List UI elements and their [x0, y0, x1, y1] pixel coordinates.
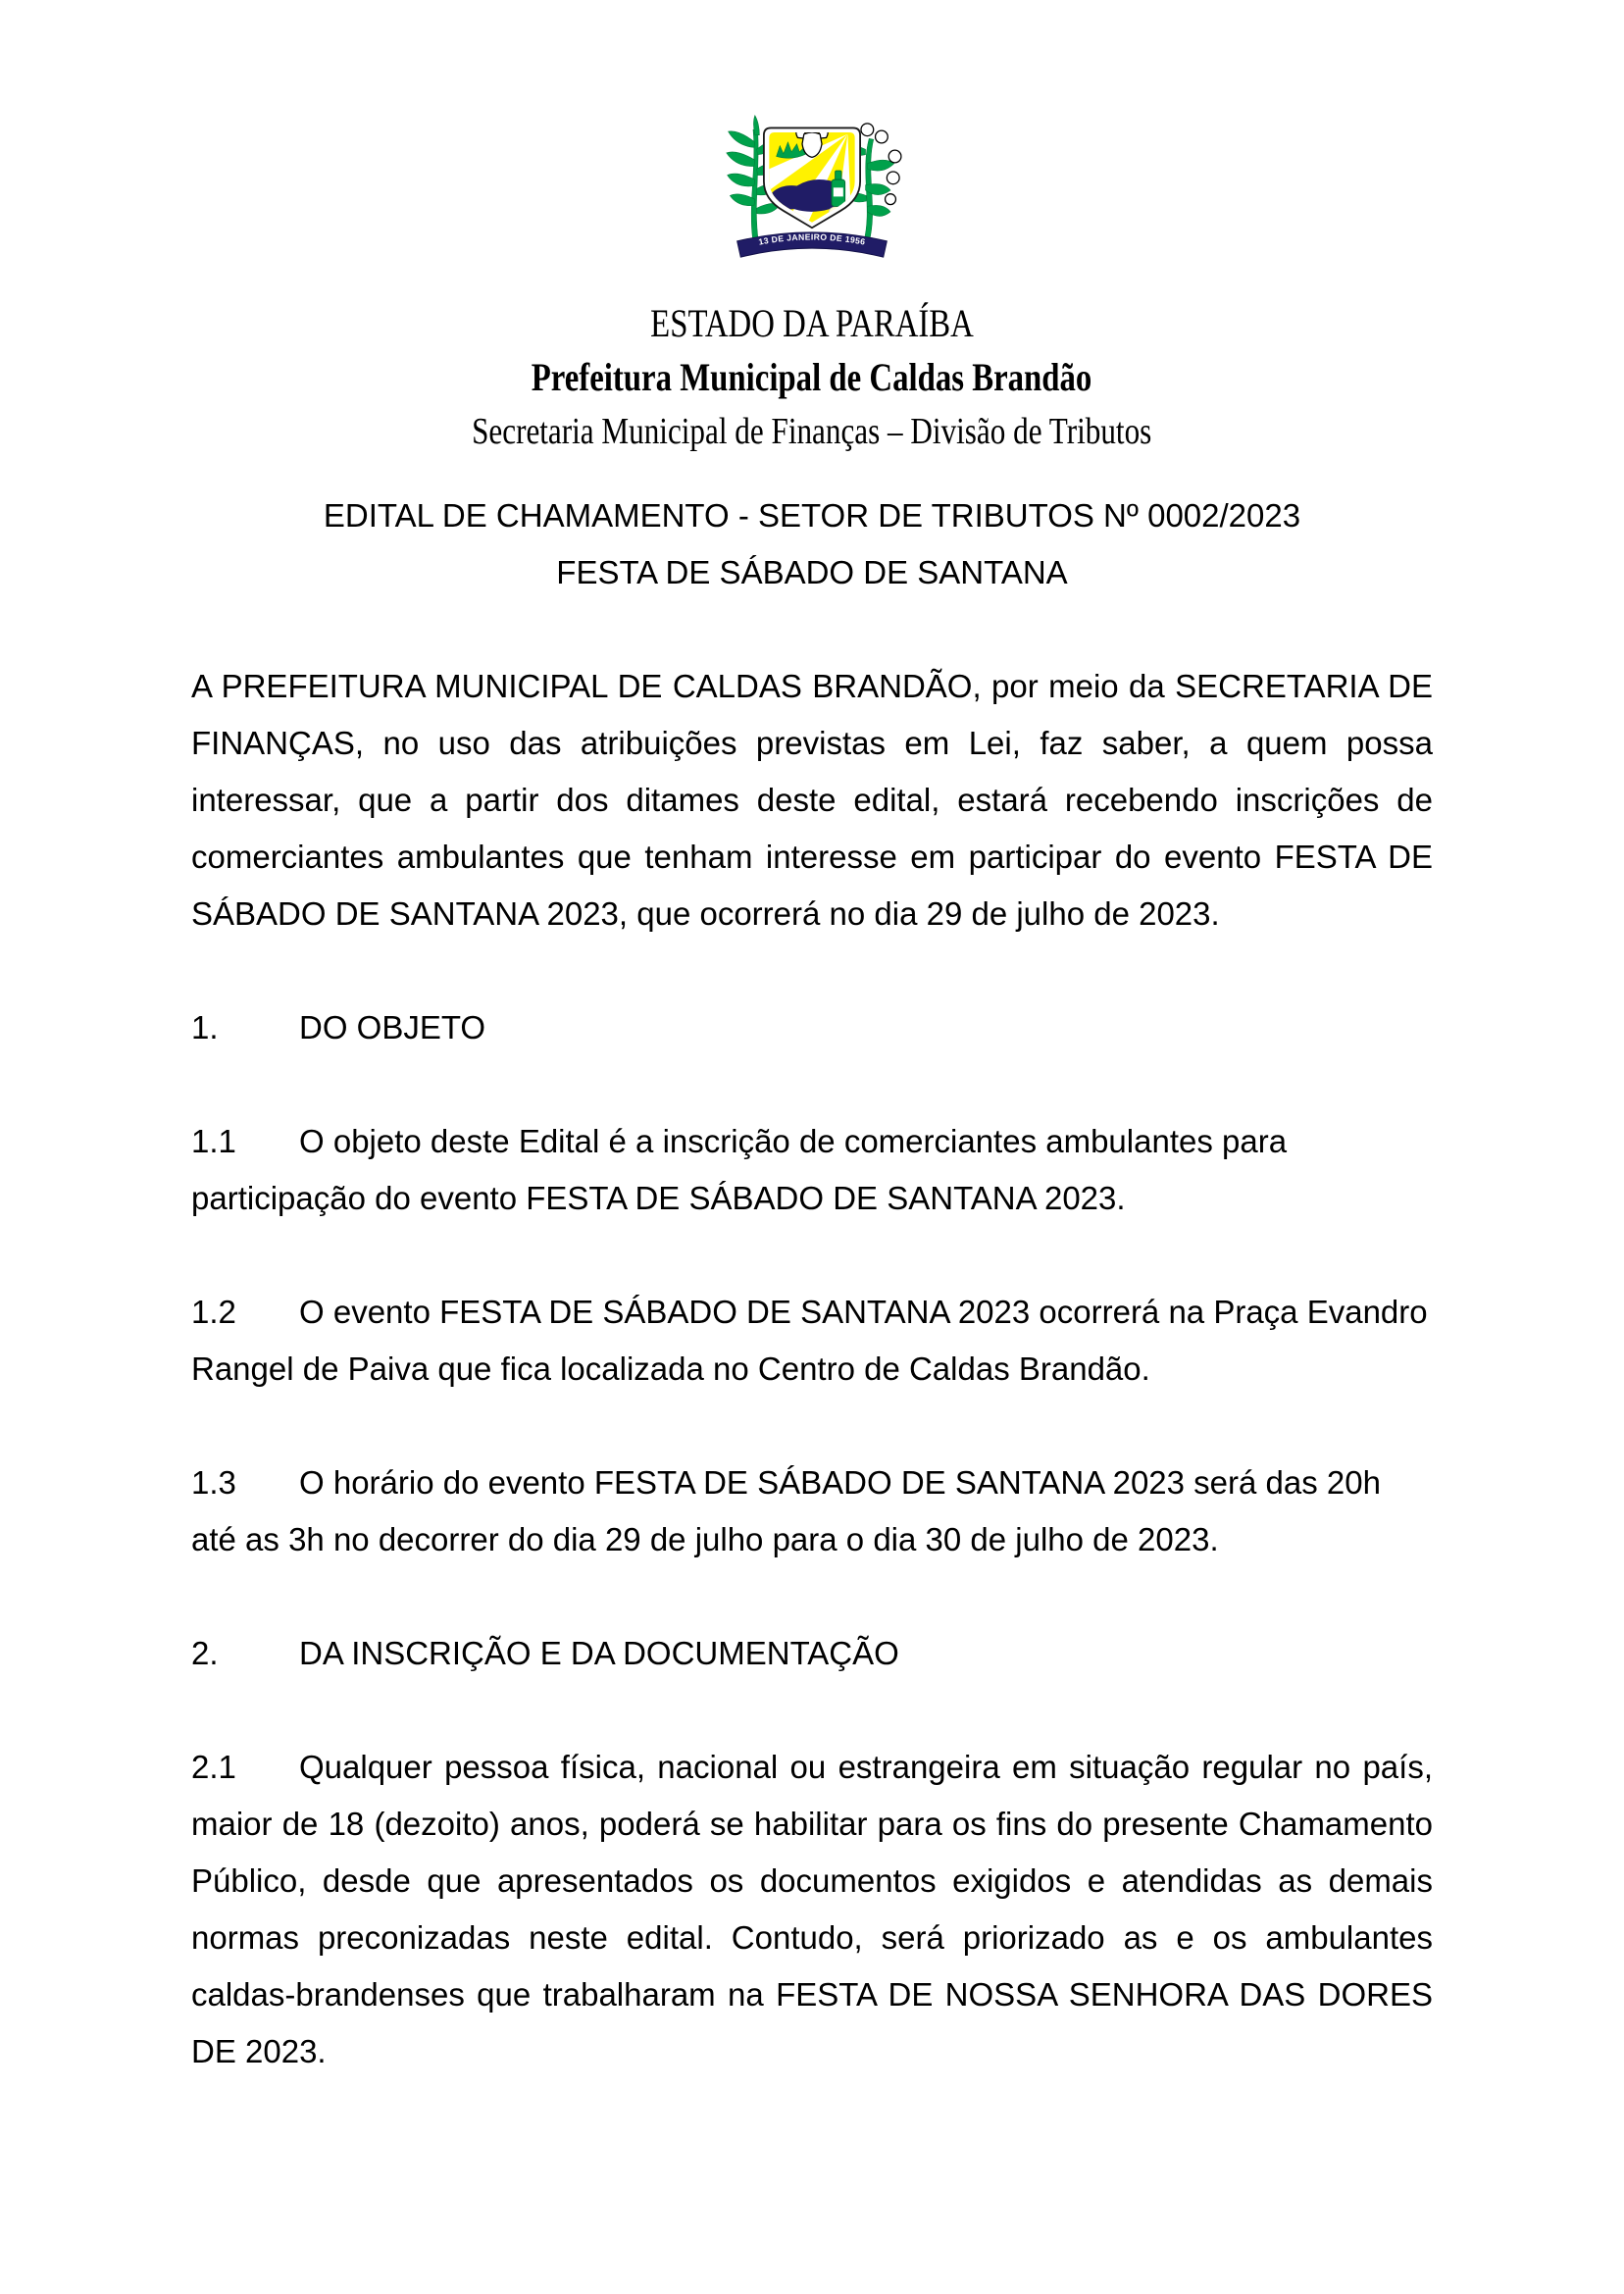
- clause-1-2: [191, 1284, 1433, 1398]
- section-2-title: DA INSCRIÇÃO E DA DOCUMENTAÇÃO: [299, 1635, 899, 1671]
- letterhead: [0, 301, 1624, 462]
- clause-1-1-number: 1.1: [191, 1123, 236, 1159]
- clause-1-1: [191, 1113, 1433, 1227]
- clause-2-1-number: 2.1: [191, 1749, 236, 1785]
- clause-2-1: [191, 1739, 1433, 2080]
- letterhead-state: ESTADO DA PARAÍBA: [650, 301, 974, 345]
- municipal-coat-of-arms: [714, 110, 910, 262]
- intro-paragraph: A PREFEITURA MUNICIPAL DE CALDAS BRANDÃO, por meio da SECRETARIA DE FINANÇAS, no uso das atribuições previstas em Lei, faz saber, a quem possa interessar, que a partir dos ditames deste edital, estará recebendo inscrições de comerciantes ambulantes que tenham interesse em participar do evento FESTA DE SÁBADO DE SANTANA 2023, que ocorrerá no dia 29 de julho de 2023.: [191, 668, 1433, 932]
- document-body: [0, 658, 1624, 2080]
- document-title-line2: FESTA DE SÁBADO DE SANTANA: [556, 554, 1068, 590]
- clause-1-1-text: O objeto deste Edital é a inscrição de comerciantes ambulantes para participação do evento FESTA DE SÁBADO DE SANTANA 2023.: [191, 1123, 1288, 1216]
- shield-icon: [764, 127, 860, 229]
- section-1-number: 1.: [191, 1009, 219, 1045]
- section-2-heading: [191, 1625, 1433, 1682]
- clause-1-2-number: 1.2: [191, 1294, 236, 1330]
- letterhead-department: Secretaria Municipal de Finanças – Divisão de Tributos: [472, 411, 1152, 452]
- letterhead-municipality: Prefeitura Municipal de Caldas Brandão: [532, 355, 1092, 399]
- section-1-heading: [191, 999, 1433, 1056]
- document-title: [0, 487, 1624, 601]
- founding-banner: [737, 231, 888, 257]
- clause-1-3: [191, 1454, 1433, 1568]
- founding-banner-text: 13 DE JANEIRO DE 1956: [757, 231, 867, 247]
- document-title-line1: EDITAL DE CHAMAMENTO - SETOR DE TRIBUTOS Nº 0002/2023: [323, 497, 1301, 534]
- clause-1-2-text: O evento FESTA DE SÁBADO DE SANTANA 2023 ocorrerá na Praça Evandro Rangel de Paiva que fica localizada no Centro de Caldas Brandão.: [191, 1294, 1428, 1387]
- clause-2-1-text: Qualquer pessoa física, nacional ou estrangeira em situação regular no país, maior de 18 (dezoito) anos, poderá se habilitar para os fins do presente Chamamento Público, desde que apresentados os documentos exigidos e atendidas as demais normas preconizadas neste edital. Contudo, será priorizado as e os ambulantes caldas-brandenses que trabalharam na FESTA DE NOSSA SENHORA DAS DORES DE 2023.: [191, 1749, 1433, 2069]
- section-2-number: 2.: [191, 1635, 219, 1671]
- section-1-title: DO OBJETO: [299, 1009, 486, 1045]
- clause-1-3-text: O horário do evento FESTA DE SÁBADO DE SANTANA 2023 será das 20h até as 3h no decorrer do dia 29 de julho para o dia 30 de julho de 2023.: [191, 1464, 1381, 1557]
- clause-1-3-number: 1.3: [191, 1464, 236, 1501]
